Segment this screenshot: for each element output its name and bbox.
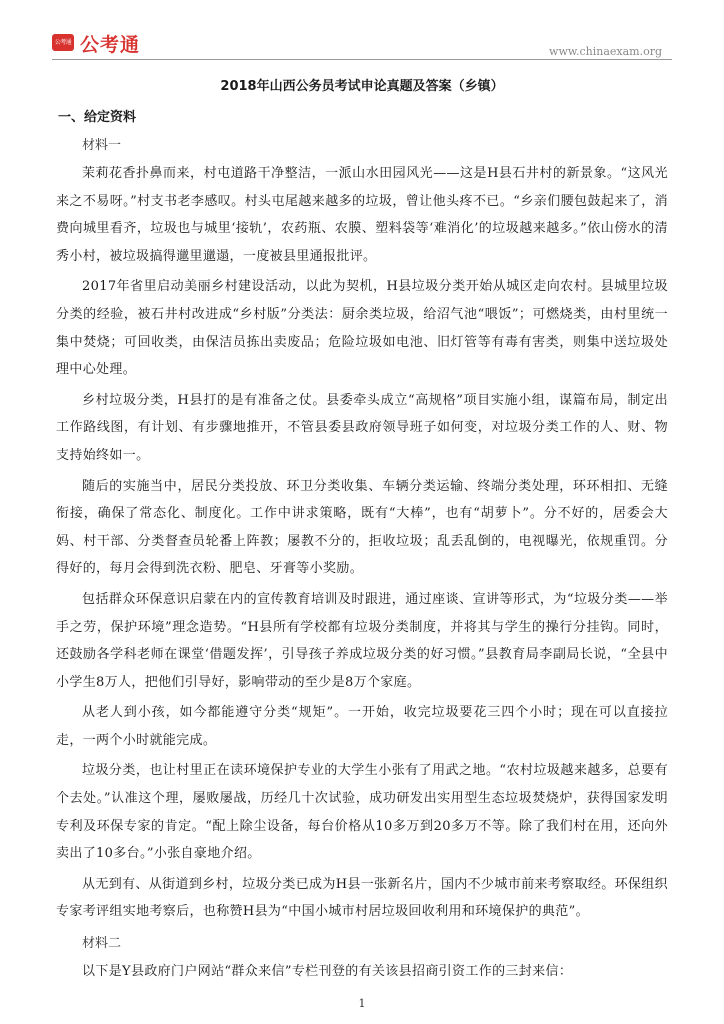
document-body [56, 70, 668, 989]
paragraph: 垃圾分类，也让村里正在读环境保护专业的大学生小张有了用武之地。“农村垃圾越来越多，总要有个去处。”认准这个理，屡败屡战，历经几十次试验，成功研发出实用型生态垃圾焚烧炉，获得国家发明专利及环保专家的肯定。“配上除尘设备，每台价格从10多万到20多万不等。除了我们村在用，还向外卖出了10多台。”小张自豪地介绍。 [56, 763, 668, 862]
paragraph: 从老人到小孩，如今都能遵守分类“规矩”。一开始，收完垃圾要花三四个小时；现在可以直接拉走，一两个小时就能完成。 [56, 705, 668, 748]
paragraph: 随后的实施当中，居民分类投放、环卫分类收集、车辆分类运输、终端分类处理，环环相扣、无缝衔接，确保了常态化、制度化。工作中讲求策略，既有“大棒”，也有“胡萝卜”。分不好的，居委会大妈、村干部、分类督查员轮番上阵教；屡教不分的，拒收垃圾；乱丢乱倒的，电视曝光，依规重罚。分得好的，每月会得到洗衣粉、肥皂、牙膏等小奖励。 [56, 478, 668, 577]
paragraph: 乡村垃圾分类，H县打的是有准备之仗。县委牵头成立“高规格”项目实施小组，谋篇布局，制定出工作路线图，有计划、有步骤地推开，不管县委县政府领导班子如何变，对垃圾分类工作的人、财、物支持始终如一。 [56, 392, 668, 463]
paragraph: 2017年省里启动美丽乡村建设活动，以此为契机，H县垃圾分类开始从城区走向农村。县城里垃圾分类的经验，被石井村改进成“乡村版”分类法：厨余类垃圾，给沼气池“喂饭”；可燃烧类，由村里统一集中焚烧；可回收类，由保洁员拣出卖废品；危险垃圾如电池、旧灯管等有毒有害类，则集中送垃圾处理中心处理。 [56, 279, 668, 378]
site-url[interactable]: www.chinaexam.org [549, 45, 662, 58]
paragraph: 从无到有、从街道到乡村，垃圾分类已成为H县一张新名片，国内不少城市前来考察取经。环保组织专家考评组实地考察后，也称赞H县为“中国小城市村居垃圾回收利用和环境保护的典范”。 [56, 876, 668, 920]
paragraph: 包括群众环保意识启蒙在内的宣传教育培训及时跟进，通过座谈、宣讲等形式，为“垃圾分类——举手之劳，保护环境”理念造势。“H县所有学校都有垃圾分类制度，并将其与学生的操行分挂钩。同时，还鼓励各学科老师在课堂‘借题发挥’，引导孩子养成垃圾分类的好习惯。”县教育局李副局长说，“全县中小学生8万人，把他们引导好，影响带动的至少是8万个家庭。 [56, 591, 668, 690]
material-2-label: 材料二 [82, 936, 122, 952]
header-divider [52, 59, 672, 60]
section-heading: 一、给定资料 [58, 110, 137, 125]
page-number: 1 [358, 997, 366, 1010]
material-1-label: 材料一 [82, 138, 122, 153]
material-2-intro: 以下是Y县政府门户网站“群众来信”专栏刊登的有关该县招商引资工作的三封来信： [82, 964, 573, 980]
logo-badge: 公考通 [52, 34, 74, 51]
paragraph: 茉莉花香扑鼻而来，村屯道路干净整洁，一派山水田园风光——这是H县石井村的新景象。“这风光来之不易呀。”村支书老李感叹。村头屯尾越来越多的垃圾，曾让他头疼不已。“乡亲们腰包鼓起来了，消费向城里看齐，垃圾也与城里‘接轨’，农药瓶、农膜、塑料袋等‘难消化’的垃圾越来越多。”依山傍水的清秀小村，被垃圾搞得邋里邋遢，一度被县里通报批评。 [56, 166, 668, 264]
document-title: 2018年山西公务员考试申论真题及答案（乡镇） [220, 79, 504, 94]
logo-text: 公考通 [80, 34, 141, 56]
page-header [0, 0, 724, 64]
